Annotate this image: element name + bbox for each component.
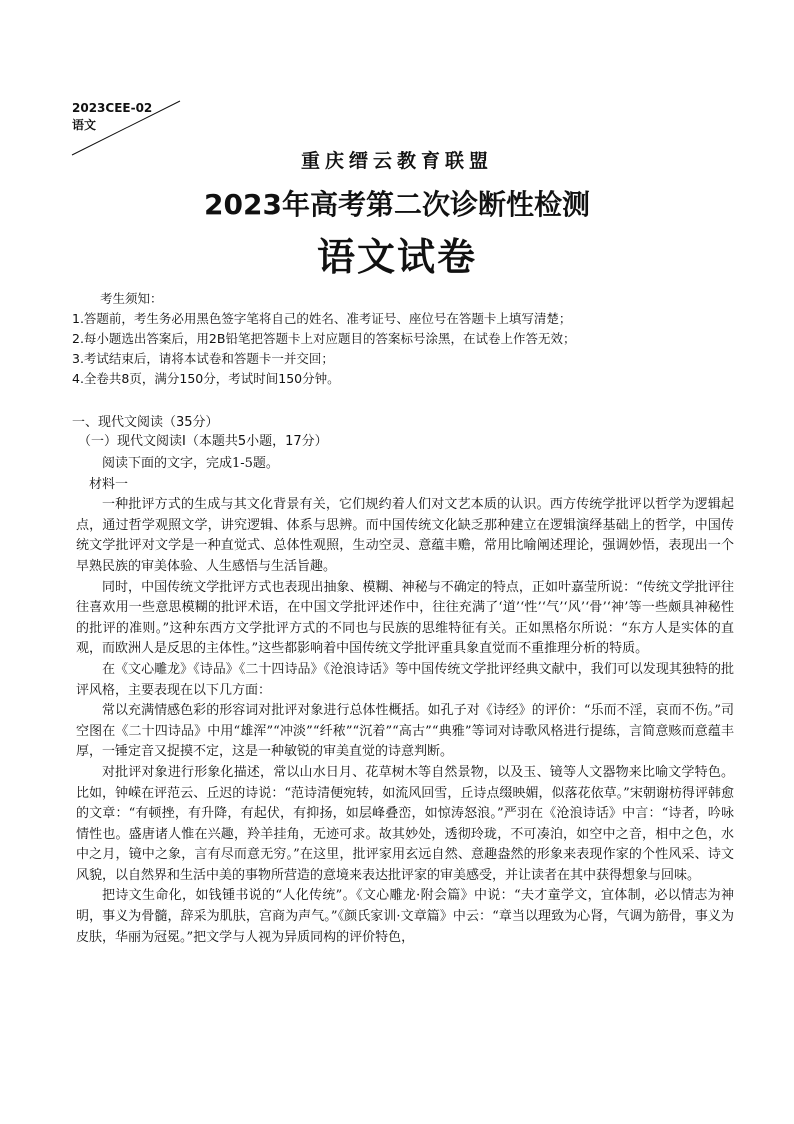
subsection-title: （一）现代文阅读Ⅰ（本题共5小题，17分） bbox=[78, 434, 328, 449]
passage-paragraph: 在《文心雕龙》《诗品》《二十四诗品》《沧浪诗话》等中国传统文学批评经典文献中，我们可以发现其独特的批评风格，主要表现在以下几方面： bbox=[76, 661, 734, 698]
document-subject: 语文 bbox=[72, 118, 97, 132]
passage-paragraph: 把诗文生命化，如钱锺书说的“人化传统”。《文心雕龙·附会篇》中说：“夫才童学文，宜体制，必以情志为神明，事义为骨髓，辞采为肌肤，宫商为声气。”《颜氏家训·文章篇》中云：“章当以理致为心肾，气调为筋骨，事义为皮肤，华丽为冠冕。”把文学与人视为异质同构的评价特色， bbox=[76, 888, 734, 945]
passage-paragraph: 常以充满情感色彩的形容词对批评对象进行总体性概括。如孔子对《诗经》的评价：“乐而不淫，哀而不伤。”司空图在《二十四诗品》中用“雄浑”“冲淡”“纤秾”“沉着”“高古”“典雅”等词对诗歌风格进行提练，言简意赅而意蕴丰厚，一锤定音又捉摸不定，这是一种敏锐的审美直觉的诗意判断。 bbox=[76, 703, 734, 760]
passage-paragraph: 一种批评方式的生成与其文化背景有关，它们规约着人们对文艺本质的认识。西方传统学批评以哲学为逻辑起点，通过哲学观照文学，讲究逻辑、体系与思辨。而中国传统文化缺乏那种建立在逻辑演绎基础上的哲学，中国传统文学批评对文学是一种直觉式、总体性观照，生动空灵、意蕴丰赡，常用比喻阐述理论，强调妙悟，表现出一个早熟民族的审美体验、人生感悟与生活旨趣。 bbox=[76, 497, 734, 574]
corner-diagonal-line bbox=[0, 0, 794, 170]
notice-item: 3.考试结束后，请将本试卷和答题卡一并交回； bbox=[72, 351, 334, 366]
notice-item: 2.每小题选出答案后，用2B铅笔把答题卡上对应题目的答案标号涂黑，在试卷上作答无效； bbox=[72, 331, 576, 346]
passage-paragraph: 对批评对象进行形象化描述，常以山水日月、花草树木等自然景物，以及玉、镜等人文器物来比喻文学特色。比如，钟嵘在评范云、丘迟的诗说：“范诗清便宛转，如流风回雪，丘诗点缀映媚，似落花依草。”宋朝谢枋得评韩愈的文章：“有顿挫，有升降，有起伏，有抑扬，如层峰叠峦，如惊涛怒浪。”严羽在《沧浪诗话》中言：“诗者，吟咏情性也。盛唐诸人惟在兴趣，羚羊挂角，无迹可求。故其妙处，透彻玲珑，不可凑泊，如空中之音，相中之色，水中之月，镜中之象，言有尽而意无穷。”在这里，批评家用玄远自然、意趣盎然的形象来表现作家的个性风采、诗文风貌，以自然界和生活中美的事物所营造的意境来表达批评家的审美感受，并让读者在其中获得想象与回味。 bbox=[76, 764, 734, 883]
notice-item: 4.全卷共8页，满分150分，考试时间150分钟。 bbox=[72, 371, 340, 386]
section-title: 一、现代文阅读（35分） bbox=[72, 415, 219, 430]
paper-title: 语文试卷 bbox=[316, 235, 477, 279]
document-header bbox=[72, 100, 152, 134]
passage-paragraph: 同时，中国传统文学批评方式也表现出抽象、模糊、神秘与不确定的特点，正如叶嘉莹所说：“传统文学批评往往喜欢用一些意思模糊的批评术语，在中国文学批评述作中，往往充满了‘道’‘性’‘气’‘风’‘骨’‘神’等一些颇具神秘性的批评的准则。”这种东西方文学批评方式的不同也与民族的思维特征有关。正如黑格尔所说：“东方人是实体的直观，而欧洲人是反思的主体性。”这些都影响着中国传统文学批评重具象直觉而不重推理分析的特质。 bbox=[76, 579, 734, 657]
notice-heading: 考生须知： bbox=[100, 291, 163, 306]
reading-instruction: 阅读下面的文字，完成1-5题。 bbox=[102, 456, 279, 471]
document-code: 2023CEE-02 bbox=[72, 101, 153, 115]
notice-item: 1.答题前，考生务必用黑色签字笔将自己的姓名、准考证号、座位号在答题卡上填写清楚； bbox=[72, 311, 572, 326]
exam-title: 2023年高考第二次诊断性检测 bbox=[204, 188, 590, 221]
organization-title: 重庆缙云教育联盟 bbox=[300, 150, 493, 172]
candidate-notice bbox=[72, 289, 732, 389]
section-header bbox=[72, 413, 732, 451]
material-label: 材料一 bbox=[89, 476, 129, 492]
reading-passage bbox=[76, 454, 734, 948]
